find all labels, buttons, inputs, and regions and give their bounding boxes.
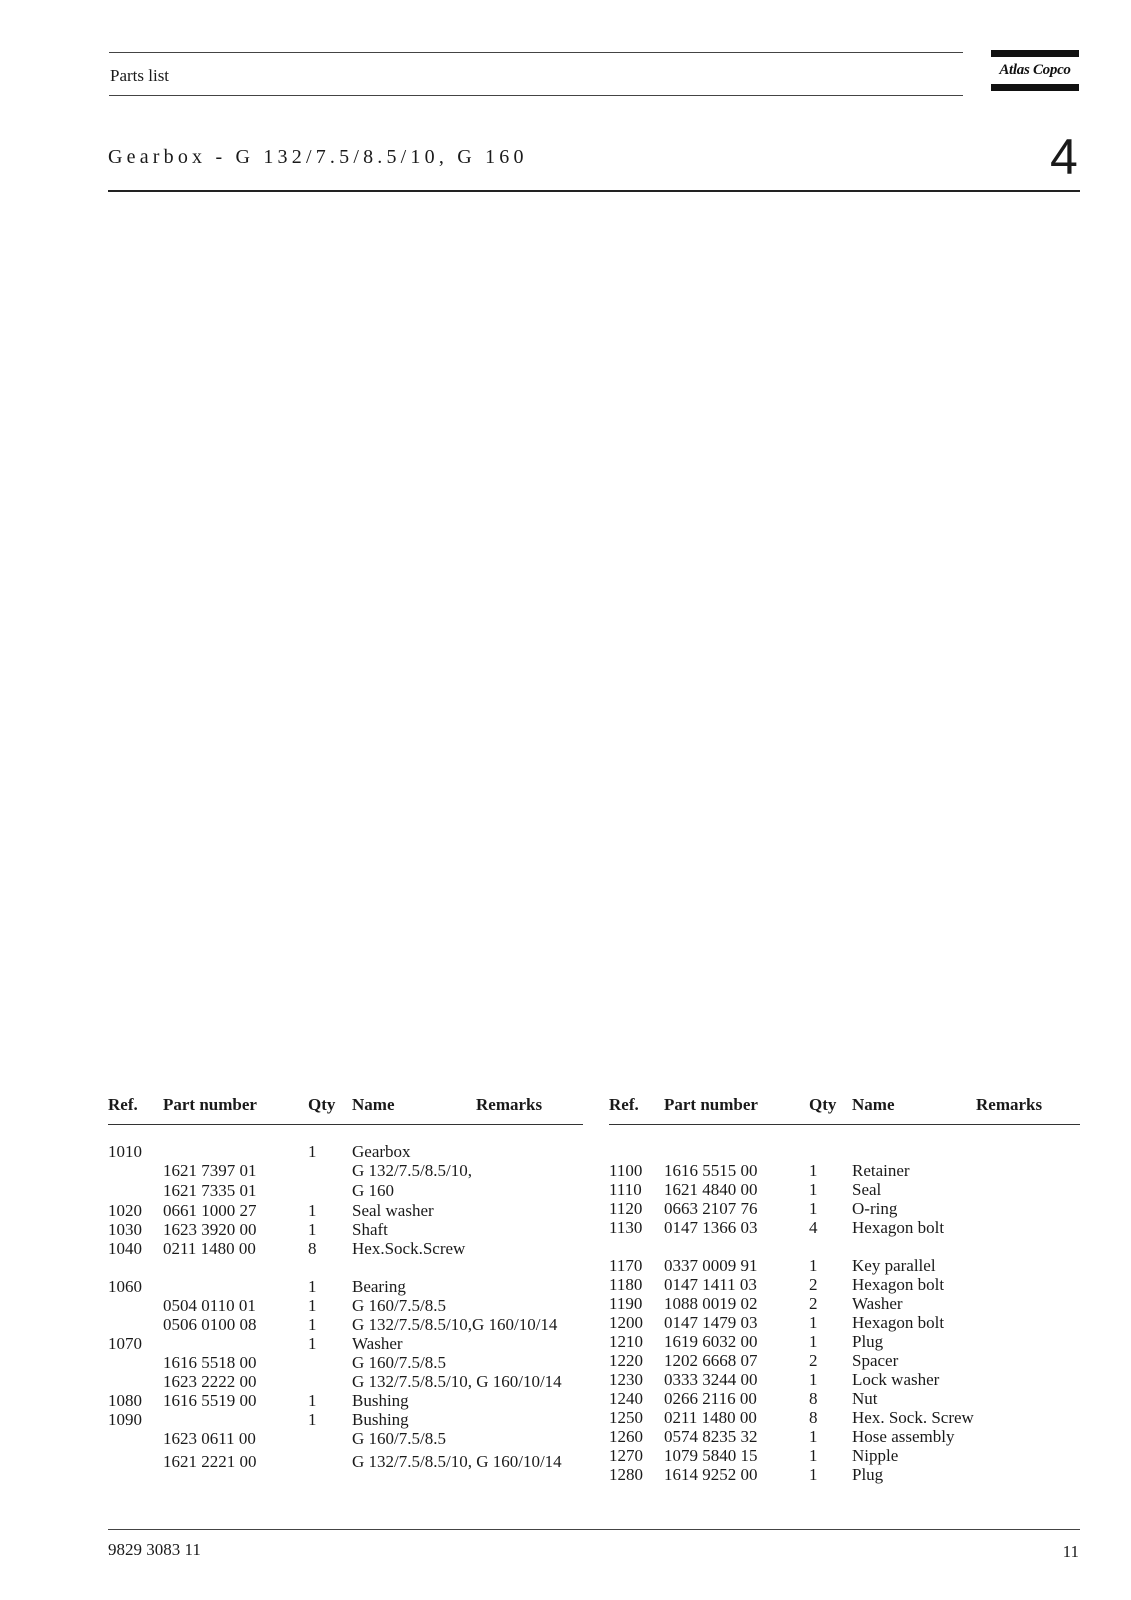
header-name: Name xyxy=(352,1095,395,1114)
table-row xyxy=(108,1410,583,1429)
ref-cell: 1210 xyxy=(609,1332,643,1351)
table-row xyxy=(108,1201,583,1220)
table-row xyxy=(108,1315,583,1334)
name-cell: Bearing xyxy=(352,1277,406,1296)
table-row xyxy=(609,1161,1080,1180)
part-number-cell: 1616 5519 00 xyxy=(163,1391,257,1410)
ref-cell: 1030 xyxy=(108,1220,142,1239)
table-row xyxy=(609,1370,1080,1389)
name-cell: Plug xyxy=(852,1332,884,1351)
ref-cell: 1260 xyxy=(609,1427,643,1446)
table-header-rule xyxy=(609,1124,1080,1125)
part-number-cell: 0574 8235 32 xyxy=(664,1427,758,1446)
name-cell: Nut xyxy=(852,1389,878,1408)
ref-cell: 1130 xyxy=(609,1218,643,1237)
title-rule xyxy=(108,190,1080,192)
qty-cell: 1 xyxy=(809,1180,818,1199)
qty-cell: 2 xyxy=(809,1275,818,1294)
part-number-cell: 1616 5518 00 xyxy=(163,1353,257,1372)
part-number-cell: 1202 6668 07 xyxy=(664,1351,758,1370)
part-number-cell: 0663 2107 76 xyxy=(664,1199,758,1218)
header-part-number: Part number xyxy=(163,1095,257,1114)
name-cell: Hexagon bolt xyxy=(852,1313,945,1332)
qty-cell: 1 xyxy=(809,1313,818,1332)
table-row xyxy=(108,1296,583,1315)
part-number-cell: 0211 1480 00 xyxy=(664,1408,757,1427)
qty-cell: 1 xyxy=(809,1446,818,1465)
name-cell: Bushing xyxy=(352,1410,409,1429)
page-title: Gearbox - G 132/7.5/8.5/10, G 160 xyxy=(108,146,528,168)
name-cell: Hex.Sock.Screw xyxy=(352,1239,466,1258)
table-row xyxy=(108,1181,583,1200)
table-row xyxy=(108,1161,583,1180)
table-row xyxy=(108,1372,583,1391)
qty-cell: 1 xyxy=(308,1410,317,1429)
part-number-cell: 0337 0009 91 xyxy=(664,1256,758,1275)
ref-cell: 1280 xyxy=(609,1465,643,1484)
qty-cell: 8 xyxy=(809,1408,818,1427)
table-row xyxy=(108,1142,583,1161)
name-cell: Spacer xyxy=(852,1351,899,1370)
table-row xyxy=(609,1313,1080,1332)
ref-cell: 1180 xyxy=(609,1275,643,1294)
ref-cell: 1020 xyxy=(108,1201,142,1220)
name-cell: Hose assembly xyxy=(852,1427,955,1446)
name-cell: Washer xyxy=(852,1294,903,1313)
ref-cell: 1080 xyxy=(108,1391,142,1410)
qty-cell: 1 xyxy=(308,1220,317,1239)
header-remarks: Remarks xyxy=(976,1095,1043,1114)
qty-cell: 2 xyxy=(809,1294,818,1313)
header-ref: Ref. xyxy=(609,1095,639,1114)
document-number: 9829 3083 11 xyxy=(108,1540,201,1559)
part-number-cell: 0147 1479 03 xyxy=(664,1313,758,1332)
table-row xyxy=(609,1408,1080,1427)
name-cell: Bushing xyxy=(352,1391,409,1410)
qty-cell: 8 xyxy=(308,1239,317,1258)
name-cell: Key parallel xyxy=(852,1256,936,1275)
name-cell: Hexagon bolt xyxy=(852,1275,945,1294)
table-row xyxy=(609,1351,1080,1370)
name-cell: Plug xyxy=(852,1465,884,1484)
qty-cell: 1 xyxy=(308,1334,317,1353)
name-cell: G 160 xyxy=(352,1181,395,1200)
part-number-cell: 0147 1411 03 xyxy=(664,1275,757,1294)
ref-cell: 1110 xyxy=(609,1180,642,1199)
table-row xyxy=(108,1334,583,1353)
part-number-cell: 1623 2222 00 xyxy=(163,1372,257,1391)
name-cell: Shaft xyxy=(352,1220,388,1239)
part-number-cell: 0211 1480 00 xyxy=(163,1239,256,1258)
part-number-cell: 1621 7335 01 xyxy=(163,1181,257,1200)
table-row xyxy=(609,1256,1080,1275)
part-number-cell: 0506 0100 08 xyxy=(163,1315,257,1334)
qty-cell: 2 xyxy=(809,1351,818,1370)
header-bottom-rule xyxy=(109,95,963,96)
table-row xyxy=(609,1446,1080,1465)
name-cell: Seal washer xyxy=(352,1201,434,1220)
ref-cell: 1190 xyxy=(609,1294,643,1313)
header-part-number: Part number xyxy=(664,1095,758,1114)
table-row xyxy=(609,1332,1080,1351)
ref-cell: 1120 xyxy=(609,1199,643,1218)
name-cell: Hex. Sock. Screw xyxy=(852,1408,974,1427)
part-number-cell: 1619 6032 00 xyxy=(664,1332,758,1351)
ref-cell: 1170 xyxy=(609,1256,643,1275)
header-top-rule xyxy=(109,52,963,53)
ref-cell: 1060 xyxy=(108,1277,142,1296)
table-row xyxy=(609,1465,1080,1484)
part-number-cell: 0504 0110 01 xyxy=(163,1296,256,1315)
table-row xyxy=(108,1277,583,1296)
header-remarks: Remarks xyxy=(476,1095,543,1114)
qty-cell: 4 xyxy=(809,1218,818,1237)
qty-cell: 1 xyxy=(809,1199,818,1218)
ref-cell: 1270 xyxy=(609,1446,643,1465)
name-cell: Retainer xyxy=(852,1161,910,1180)
header-name: Name xyxy=(852,1095,895,1114)
part-number-cell: 1088 0019 02 xyxy=(664,1294,758,1313)
ref-cell: 1040 xyxy=(108,1239,142,1258)
footer-rule xyxy=(108,1529,1080,1530)
logo-bottom-bar xyxy=(991,84,1079,91)
table-row xyxy=(609,1275,1080,1294)
qty-cell: 1 xyxy=(809,1427,818,1446)
table-header xyxy=(609,1095,1080,1117)
table-row xyxy=(609,1427,1080,1446)
atlas-copco-logo xyxy=(991,50,1079,94)
part-number-cell: 1623 0611 00 xyxy=(163,1429,256,1448)
part-number-cell: 1614 9252 00 xyxy=(664,1465,758,1484)
part-number-cell: 1621 2221 00 xyxy=(163,1452,257,1471)
ref-cell: 1070 xyxy=(108,1334,142,1353)
part-number-cell: 1621 4840 00 xyxy=(664,1180,758,1199)
part-number-cell: 0147 1366 03 xyxy=(664,1218,758,1237)
part-number-cell: 1623 3920 00 xyxy=(163,1220,257,1239)
qty-cell: 1 xyxy=(809,1465,818,1484)
ref-cell: 1090 xyxy=(108,1410,142,1429)
name-cell: Lock washer xyxy=(852,1370,940,1389)
name-cell: Hexagon bolt xyxy=(852,1218,945,1237)
table-row xyxy=(609,1199,1080,1218)
header-label: Parts list xyxy=(110,66,170,85)
table-row xyxy=(108,1391,583,1410)
qty-cell: 1 xyxy=(308,1391,317,1410)
name-cell: G 132/7.5/8.5/10, xyxy=(352,1161,472,1180)
part-number-cell: 0661 1000 27 xyxy=(163,1201,257,1220)
ref-cell: 1250 xyxy=(609,1408,643,1427)
table-row xyxy=(108,1220,583,1239)
header-qty: Qty xyxy=(308,1095,336,1114)
part-number-cell: 0266 2116 00 xyxy=(664,1389,757,1408)
name-cell: G 160/7.5/8.5 xyxy=(352,1353,446,1372)
table-row xyxy=(609,1218,1080,1237)
table-row xyxy=(609,1180,1080,1199)
name-cell: G 132/7.5/8.5/10,G 160/10/14 xyxy=(352,1315,558,1334)
ref-cell: 1240 xyxy=(609,1389,643,1408)
name-cell: Seal xyxy=(852,1180,882,1199)
qty-cell: 1 xyxy=(308,1315,317,1334)
qty-cell: 1 xyxy=(809,1161,818,1180)
name-cell: Gearbox xyxy=(352,1142,411,1161)
table-row xyxy=(108,1353,583,1372)
qty-cell: 1 xyxy=(308,1296,317,1315)
qty-cell: 1 xyxy=(809,1370,818,1389)
header-ref: Ref. xyxy=(108,1095,138,1114)
table-header-rule xyxy=(108,1124,583,1125)
qty-cell: 1 xyxy=(809,1256,818,1275)
qty-cell: 1 xyxy=(809,1332,818,1351)
table-row xyxy=(108,1452,583,1471)
table-row xyxy=(609,1294,1080,1313)
part-number-cell: 1616 5515 00 xyxy=(664,1161,758,1180)
section-number: 4 xyxy=(1050,129,1078,185)
name-cell: Nipple xyxy=(852,1446,899,1465)
ref-cell: 1200 xyxy=(609,1313,643,1332)
logo-top-bar xyxy=(991,50,1079,57)
header-qty: Qty xyxy=(809,1095,837,1114)
part-number-cell: 0333 3244 00 xyxy=(664,1370,758,1389)
name-cell: O-ring xyxy=(852,1199,898,1218)
logo-text: Atlas Copco xyxy=(999,62,1071,78)
table-row xyxy=(108,1239,583,1258)
page-number: 11 xyxy=(1062,1542,1079,1561)
ref-cell: 1010 xyxy=(108,1142,142,1161)
ref-cell: 1220 xyxy=(609,1351,643,1370)
name-cell: G 132/7.5/8.5/10, G 160/10/14 xyxy=(352,1452,562,1471)
qty-cell: 1 xyxy=(308,1277,317,1296)
name-cell: Washer xyxy=(352,1334,403,1353)
name-cell: G 160/7.5/8.5 xyxy=(352,1429,446,1448)
ref-cell: 1230 xyxy=(609,1370,643,1389)
part-number-cell: 1621 7397 01 xyxy=(163,1161,257,1180)
name-cell: G 160/7.5/8.5 xyxy=(352,1296,446,1315)
ref-cell: 1100 xyxy=(609,1161,643,1180)
part-number-cell: 1079 5840 15 xyxy=(664,1446,758,1465)
table-row xyxy=(609,1389,1080,1408)
name-cell: G 132/7.5/8.5/10, G 160/10/14 xyxy=(352,1372,562,1391)
qty-cell: 1 xyxy=(308,1142,317,1161)
qty-cell: 1 xyxy=(308,1201,317,1220)
table-row xyxy=(108,1429,583,1448)
table-header xyxy=(108,1095,583,1117)
qty-cell: 8 xyxy=(809,1389,818,1408)
